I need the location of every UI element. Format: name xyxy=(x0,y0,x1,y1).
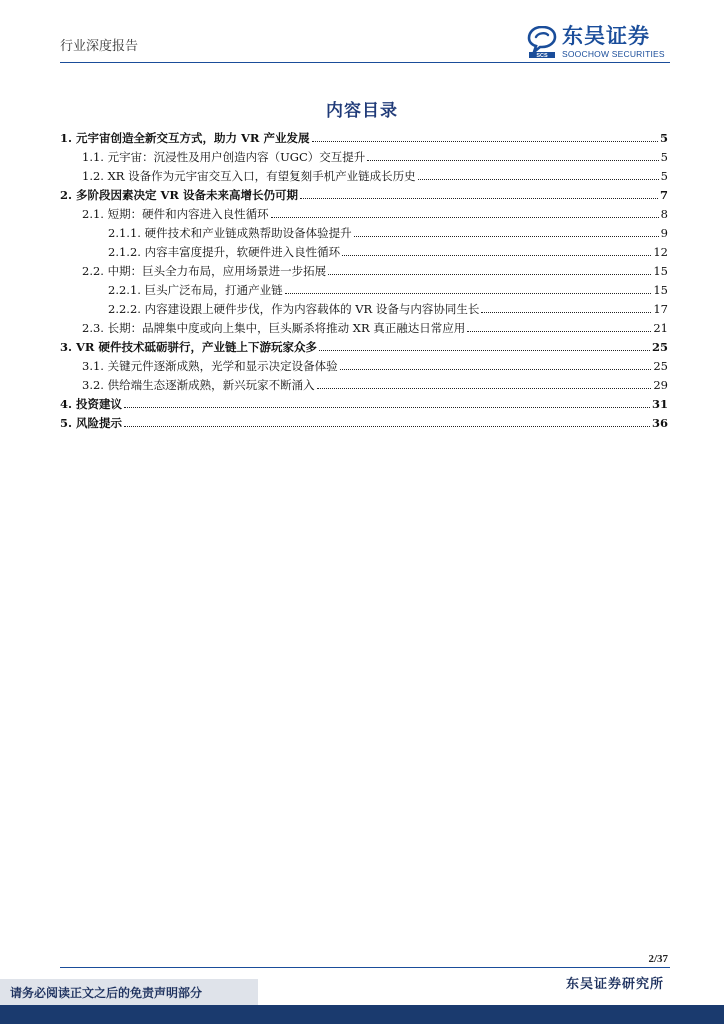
toc-entry[interactable] xyxy=(60,317,668,336)
toc-dot-leader xyxy=(481,312,651,313)
toc-entry[interactable] xyxy=(60,374,668,393)
footer-divider xyxy=(60,967,670,968)
toc-entry-page: 5 xyxy=(659,131,668,145)
toc-entry-title: 2.2.2. 内容建设跟上硬件步伐，作为内容载体的 VR 设备与内容协同生长 xyxy=(108,302,480,316)
toc-entry[interactable] xyxy=(60,222,668,241)
toc-dot-leader xyxy=(354,236,659,237)
toc-entry[interactable] xyxy=(60,355,668,374)
toc-entry-title: 1.2. XR 设备作为元宇宙交互入口，有望复刻手机产业链成长历史 xyxy=(82,169,416,183)
toc-dot-leader xyxy=(467,331,651,332)
report-type-label: 行业深度报告 xyxy=(60,39,139,54)
toc-entry[interactable] xyxy=(60,241,668,260)
toc-entry-page: 31 xyxy=(651,397,668,411)
toc-dot-leader xyxy=(418,179,659,180)
toc-entry-page: 25 xyxy=(651,340,668,354)
header-divider xyxy=(60,62,670,63)
toc-entry-page: 12 xyxy=(653,245,668,259)
toc-entry-page: 21 xyxy=(653,321,668,335)
toc-entry-title: 3. VR 硬件技术砥砺骈行，产业链上下游玩家众多 xyxy=(60,340,317,354)
toc-entry[interactable] xyxy=(60,393,668,412)
toc-entry-title: 4. 投资建议 xyxy=(60,397,123,411)
toc-dot-leader xyxy=(340,369,652,370)
toc-dot-leader xyxy=(124,407,650,408)
soochow-logo-icon xyxy=(527,26,557,58)
toc-entry[interactable] xyxy=(60,184,668,203)
toc-dot-leader xyxy=(319,350,650,351)
toc-entry-page: 5 xyxy=(660,169,668,183)
toc-dot-leader xyxy=(124,426,650,427)
toc-entry-title: 2.1.1. 硬件技术和产业链成熟帮助设备体验提升 xyxy=(108,226,352,240)
toc-dot-leader xyxy=(312,141,658,142)
toc-entry[interactable] xyxy=(60,279,668,298)
toc-entry-page: 15 xyxy=(653,264,668,278)
toc-entry-title: 3.2. 供给端生态逐渐成熟，新兴玩家不断涌入 xyxy=(82,378,315,392)
toc-title: 内容目录 xyxy=(326,101,398,121)
disclaimer-bar xyxy=(0,979,258,1005)
footer-band xyxy=(0,1005,724,1024)
toc-entry-page: 5 xyxy=(660,150,668,164)
toc-entry-page: 7 xyxy=(659,188,668,202)
toc-entry-page: 17 xyxy=(653,302,668,316)
toc-entry[interactable] xyxy=(60,298,668,317)
toc-entry[interactable] xyxy=(60,412,668,431)
toc-entry-title: 1.1. 元宇宙：沉浸性及用户创造内容（UGC）交互提升 xyxy=(82,150,366,164)
toc-entry[interactable] xyxy=(60,127,668,146)
toc-entry-page: 9 xyxy=(660,226,668,240)
toc-entry-title: 3.1. 关键元件逐渐成熟，光学和显示决定设备体验 xyxy=(82,359,338,373)
company-logo xyxy=(527,24,675,60)
toc-dot-leader xyxy=(342,255,651,256)
toc-entry-title: 2. 多阶段因素决定 VR 设备未来高增长仍可期 xyxy=(60,188,298,202)
toc-entry-title: 2.2. 中期：巨头全力布局，应用场景进一步拓展 xyxy=(82,264,327,278)
toc-entry[interactable] xyxy=(60,146,668,165)
toc-entry-page: 29 xyxy=(653,378,668,392)
toc-entry-page: 25 xyxy=(653,359,668,373)
toc-entry-title: 2.2.1. 巨头广泛布局，打通产业链 xyxy=(108,283,283,297)
toc-entry-title: 5. 风险提示 xyxy=(60,416,123,430)
toc-entry[interactable] xyxy=(60,336,668,355)
toc-dot-leader xyxy=(317,388,652,389)
toc-entry-title: 2.1. 短期：硬件和内容进入良性循环 xyxy=(82,207,269,221)
toc-dot-leader xyxy=(328,274,651,275)
toc-entry-title: 2.1.2. 内容丰富度提升，软硬件进入良性循环 xyxy=(108,245,341,259)
toc-entry-page: 15 xyxy=(653,283,668,297)
logo-chinese-name: 东吴证券 xyxy=(562,24,650,48)
page-header xyxy=(0,0,724,66)
page-number: 2/37 xyxy=(648,953,668,965)
toc-dot-leader xyxy=(285,293,652,294)
toc-dot-leader xyxy=(271,217,659,218)
disclaimer-text: 请务必阅读正文之后的免责声明部分 xyxy=(10,986,203,1000)
toc-entry-title: 1. 元宇宙创造全新交互方式，助力 VR 产业发展 xyxy=(60,131,310,145)
toc-entry-page: 8 xyxy=(660,207,668,221)
toc-entry[interactable] xyxy=(60,260,668,279)
toc-entry-title: 2.3. 长期：品牌集中度或向上集中，巨头厮杀将推动 XR 真正融达日常应用 xyxy=(82,321,466,335)
logo-english-name: SOOCHOW SECURITIES xyxy=(562,49,665,59)
toc-entry[interactable] xyxy=(60,203,668,222)
research-institute-name: 东吴证券研究所 xyxy=(565,977,664,992)
toc-dot-leader xyxy=(300,198,658,199)
logo-mark-text: SCS xyxy=(536,53,548,58)
toc-dot-leader xyxy=(367,160,658,161)
toc-entry[interactable] xyxy=(60,165,668,184)
table-of-contents xyxy=(60,127,668,431)
toc-entry-page: 36 xyxy=(651,416,668,430)
